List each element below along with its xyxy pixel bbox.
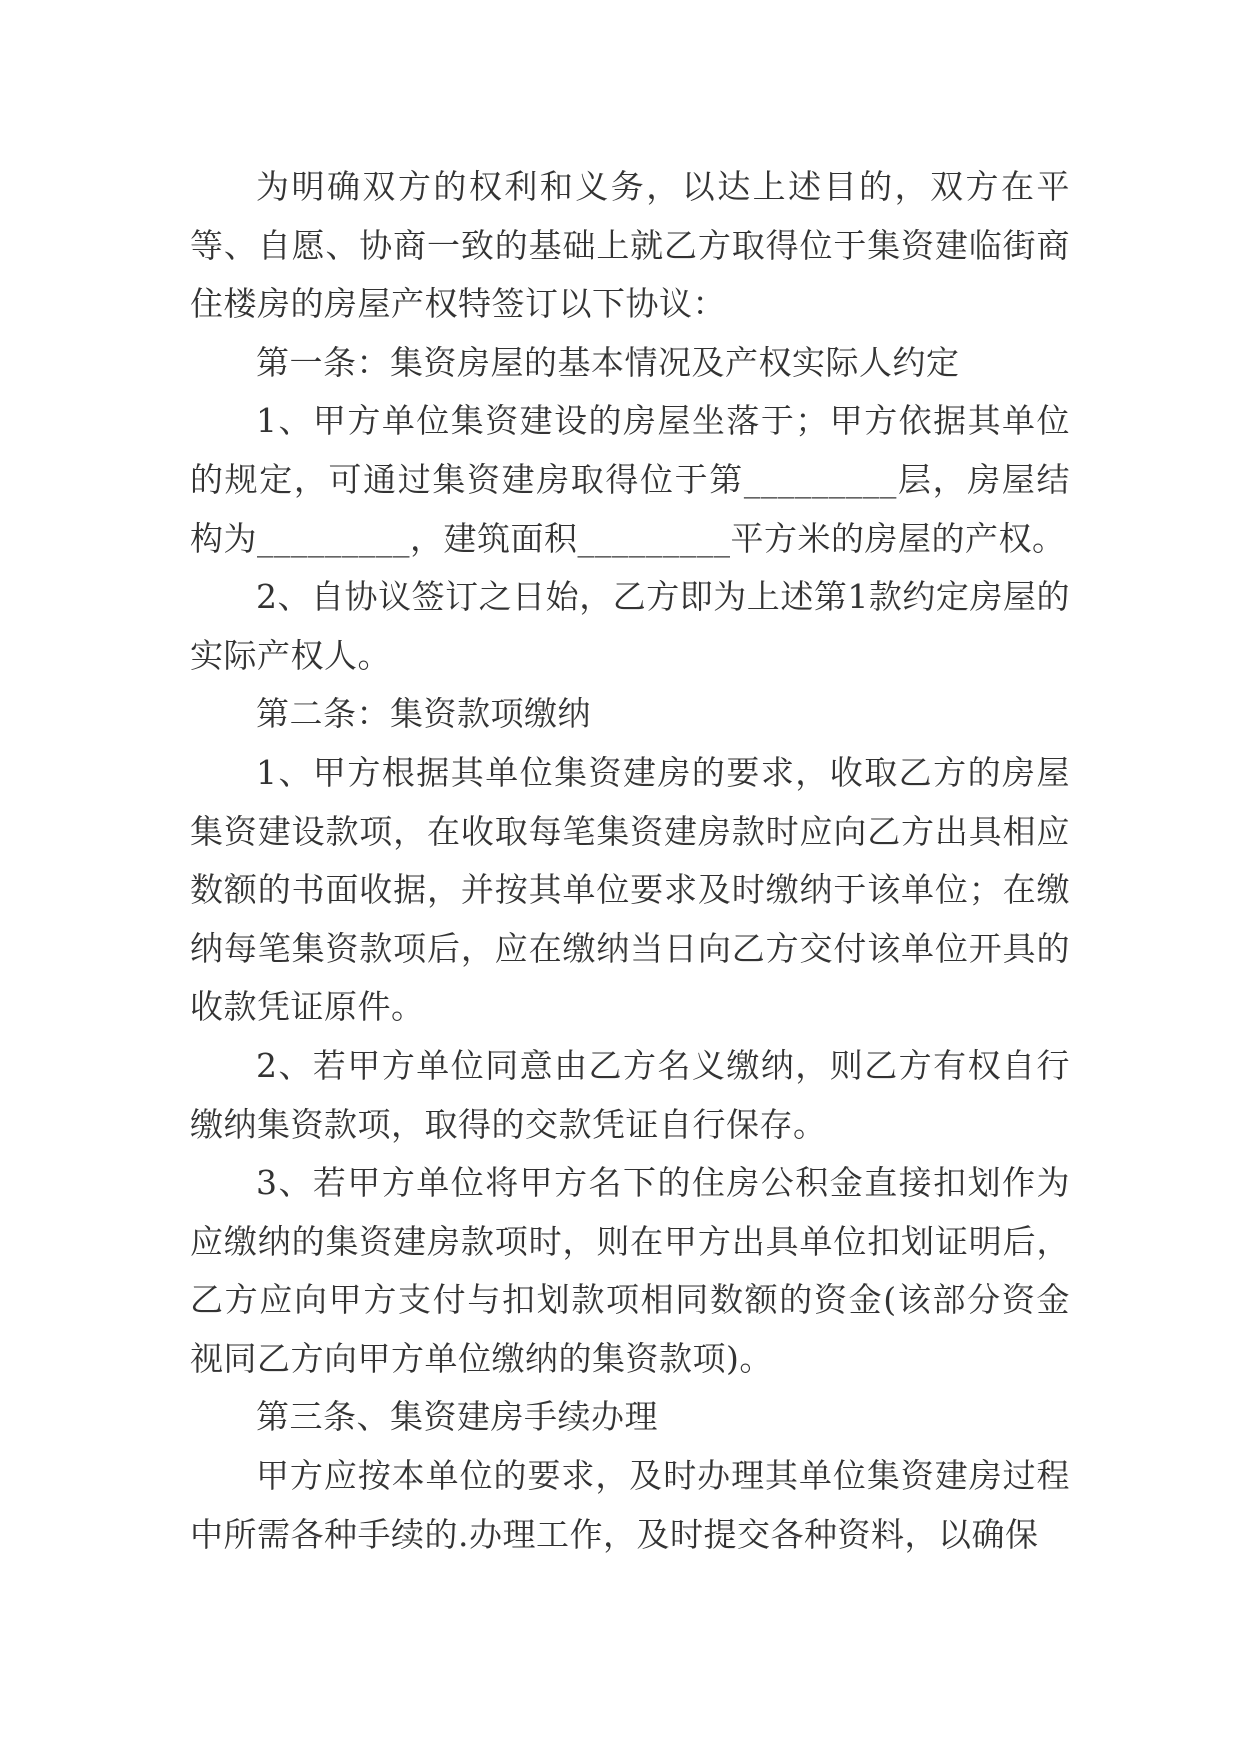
article-heading-1: 第一条：集资房屋的基本情况及产权实际人约定 <box>256 342 960 382</box>
article-heading-2: 第二条：集资款项缴纳 <box>256 694 591 734</box>
paragraph-2-2: 2、若甲方单位同意由乙方名义缴纳，则乙方有权自行缴纳集资款项，取得的交款凭证自行保存。 <box>190 1045 1070 1144</box>
paragraph-2-3: 3、若甲方单位将甲方名下的住房公积金直接扣划作为应缴纳的集资建房款项时，则在甲方出具单位扣划证明后，乙方应向甲方支付与扣划款项相同数额的资金(该部分资金视同乙方向甲方单位缴纳的集资款项)。 <box>190 1163 1070 1378</box>
paragraph-intro: 为明确双方的权利和义务，以达上述目的，双方在平等、自愿、协商一致的基础上就乙方取得位于集资建临街商住楼房的房屋产权特签订以下协议： <box>190 167 1070 324</box>
paragraph-1-2: 2、自协议签订之日始，乙方即为上述第1款约定房屋的实际产权人。 <box>190 577 1070 675</box>
paragraph-3-1: 甲方应按本单位的要求，及时办理其单位集资建房过程中所需各种手续的.办理工作，及时提交各种资料，以确保 <box>190 1456 1070 1554</box>
paragraph-1-1: 1、甲方单位集资建设的房屋坐落于；甲方依据其单位的规定，可通过集资建房取得位于第_________层，房屋结构为_________，建筑面积_________平方米的房屋的产权。 <box>190 401 1070 558</box>
article-heading-3: 第三条、集资建房手续办理 <box>256 1397 658 1437</box>
paragraph-2-1: 1、甲方根据其单位集资建房的要求，收取乙方的房屋集资建设款项，在收取每笔集资建房款时应向乙方出具相应数额的书面收据，并按其单位要求及时缴纳于该单位；在缴纳每笔集资款项后，应在缴纳当日向乙方交付该单位开具的收款凭证原件。 <box>190 752 1070 1027</box>
document-body <box>190 158 1070 1564</box>
